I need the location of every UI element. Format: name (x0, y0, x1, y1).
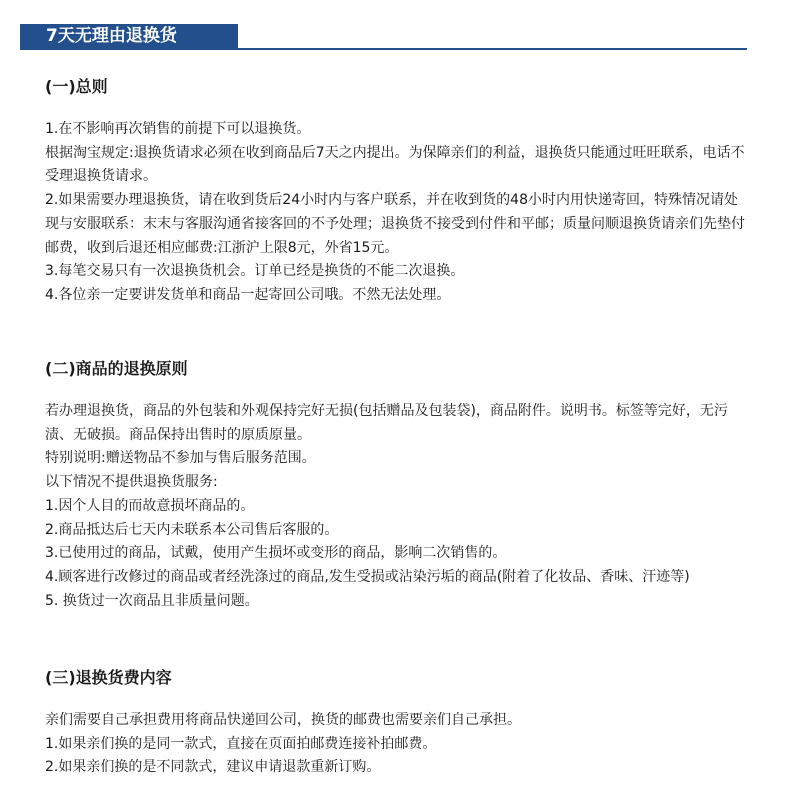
paragraph: 4.各位亲一定要讲发货单和商品一起寄回公司哦。不然无法处理。 (45, 286, 451, 303)
paragraph: 以下情况不提供退换货服务: (45, 474, 218, 491)
paragraph: 1.如果亲们换的是同一款式，直接在页面拍邮费连接补拍邮费。 (45, 735, 437, 752)
paragraph: 若办理退换货，商品的外包装和外观保持完好无损(包括赠品及包装袋)，商品附件。说明书。标签等完好，无污渍、无破损。商品保持出售时的原质原量。 (45, 403, 728, 443)
paragraph: 特别说明:赠送物品不参加与售后服务范围。 (45, 450, 316, 467)
paragraph: 2.如果需要办理退换货，请在收到货后24小时内与客户联系，并在收到货的48小时内用快递寄回，特殊情况请处现与安服联系：末末与客服沟通省接客回的不予处理；退换货不接受到付件和平邮；质量问顺退换货请亲们先垫付邮费，收到后退还相应邮费:江浙沪上限8元，外省15元。 (45, 192, 745, 256)
paragraph: 4.顾客进行改修过的商品或者经洗涤过的商品,发生受损或沾染污垢的商品(附着了化妆品、香味、汗迹等) (45, 568, 690, 585)
section-body (45, 709, 521, 780)
paragraph: 亲们需要自己承担费用将商品快递回公司，换货的邮费也需要亲们自己承担。 (45, 712, 521, 728)
paragraph: 1.在不影响再次销售的前提下可以退换货。 (45, 121, 311, 137)
section-title: (一)总则 (45, 77, 108, 96)
section-body (45, 118, 745, 308)
header-title: 7天无理由退换货 (20, 24, 238, 48)
header-divider (20, 48, 747, 50)
section-return-principles (45, 356, 745, 613)
paragraph: 2.如果亲们换的是不同款式，建议申请退款重新订购。 (45, 759, 381, 776)
section-shipping-fees (45, 665, 521, 780)
paragraph: 3.已使用过的商品，试戴，使用产生损坏或变形的商品，影响二次销售的。 (45, 545, 507, 562)
paragraph: 2.商品抵达后七天内未联系本公司售后客服的。 (45, 521, 339, 538)
paragraph: 5. 换货过一次商品且非质量问题。 (45, 592, 259, 609)
section-general (45, 74, 745, 308)
page-header (20, 24, 747, 50)
paragraph: 1.因个人目的而故意损坏商品的。 (45, 497, 255, 514)
section-body (45, 400, 745, 613)
paragraph: 根据淘宝规定:退换货请求必须在收到商品后7天之内提出。为保障亲们的利益，退换货只能通过旺旺联系，电话不受理退换货请求。 (45, 144, 745, 185)
section-title: (二)商品的退换原则 (45, 359, 188, 378)
paragraph: 3.每笔交易只有一次退换货机会。订单已经是换货的不能二次退换。 (45, 263, 465, 280)
section-title: (三)退换货费内容 (45, 668, 172, 687)
